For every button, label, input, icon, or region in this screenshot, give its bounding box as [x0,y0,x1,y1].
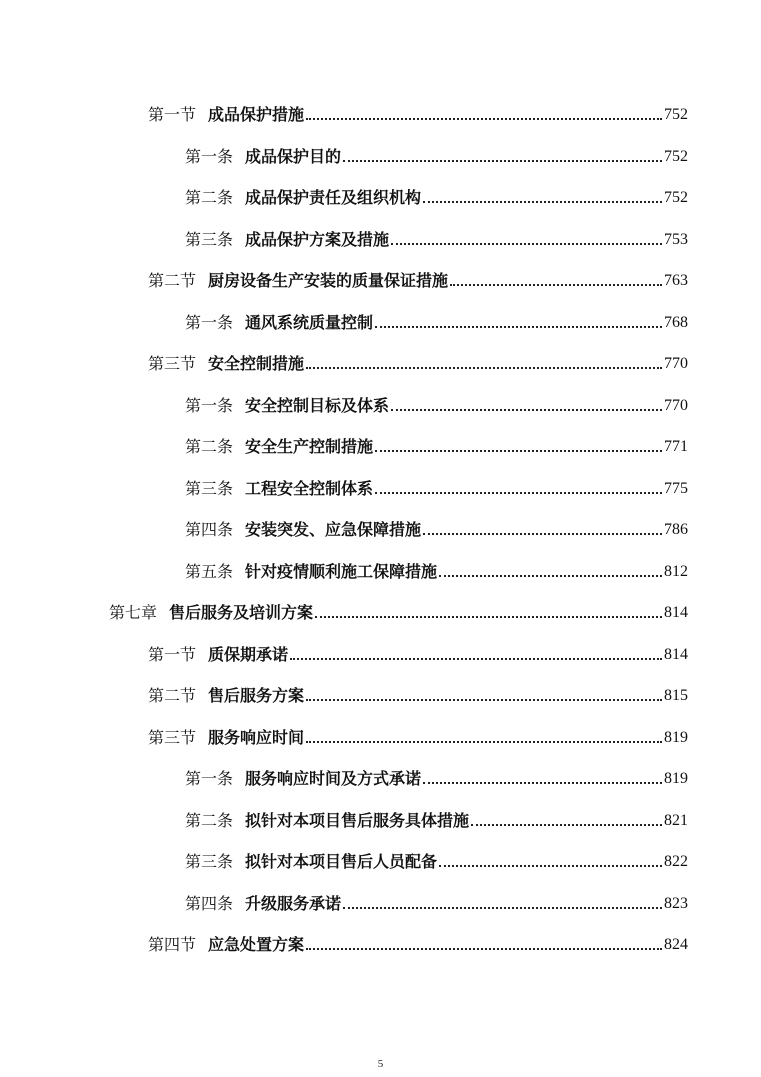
toc-entry[interactable] [109,595,688,621]
toc-entry-title: 服务响应时间 [208,728,305,747]
toc-entry-page: 819 [664,770,688,787]
toc-entry-title: 成品保护目的 [245,147,342,166]
toc-entry-title: 成品保护责任及组织机构 [245,188,422,207]
toc-entry[interactable] [185,429,688,455]
toc-entry[interactable] [148,637,688,663]
toc-entry-label: 第二条 [185,811,234,830]
toc-entry-page: 770 [664,397,688,414]
dot-leader [375,492,662,494]
dot-leader [423,533,662,535]
dot-leader [306,948,662,950]
toc-entry-label: 第二条 [185,188,234,207]
toc-entry-title: 成品保护方案及措施 [245,230,390,249]
dot-leader [471,824,662,826]
toc-entry-label: 第一节 [148,105,197,124]
toc-entry[interactable] [185,761,688,787]
toc-entry-title: 售后服务方案 [208,686,305,705]
toc-entry[interactable] [148,97,688,123]
toc-entry-title: 针对疫情顺利施工保障措施 [245,562,438,581]
toc-entry-title: 安全控制目标及体系 [245,396,390,415]
toc-entry-label: 第二节 [148,686,197,705]
toc-entry-page: 752 [664,106,688,123]
toc-entry-title: 服务响应时间及方式承诺 [245,769,422,788]
dot-leader [375,326,662,328]
toc-entry-page: 752 [664,148,688,165]
dot-leader [343,160,662,162]
toc-entry-title: 厨房设备生产安装的质量保证措施 [208,271,449,290]
toc-entry-title: 安全控制措施 [208,354,305,373]
toc-entry-page: 823 [664,895,688,912]
toc-entry-page: 822 [664,853,688,870]
toc-entry-page: 819 [664,729,688,746]
toc-entry-page: 814 [664,604,688,621]
toc-entry[interactable] [185,180,688,206]
toc-entry[interactable] [148,927,688,953]
toc-entry-label: 第一条 [185,313,234,332]
toc-entry-page: 770 [664,355,688,372]
dot-leader [391,409,662,411]
toc-entry-page: 812 [664,563,688,580]
toc-entry-label: 第四条 [185,894,234,913]
toc-entry-page: 824 [664,936,688,953]
dot-leader [423,782,662,784]
toc-entry-title: 通风系统质量控制 [245,313,374,332]
toc-entry-page: 753 [664,231,688,248]
toc-entry-page: 775 [664,480,688,497]
toc-entry[interactable] [148,720,688,746]
dot-leader [343,907,662,909]
toc-entry-page: 815 [664,687,688,704]
toc-entry-page: 786 [664,521,688,538]
toc-entry-label: 第三条 [185,230,234,249]
toc-entry-label: 第一节 [148,645,197,664]
toc-entry-label: 第四节 [148,935,197,954]
toc-entry-page: 768 [664,314,688,331]
dot-leader [290,658,662,660]
toc-entry-label: 第一条 [185,396,234,415]
dot-leader [450,284,662,286]
dot-leader [306,367,662,369]
toc-entry-page: 771 [664,438,688,455]
dot-leader [306,699,662,701]
toc-entry-label: 第二节 [148,271,197,290]
toc-entry-title: 质保期承诺 [208,645,289,664]
toc-entry[interactable] [185,803,688,829]
page-number: 5 [377,1058,384,1070]
dot-leader [375,450,662,452]
toc-entry-title: 安全生产控制措施 [245,437,374,456]
toc-entry-label: 第五条 [185,562,234,581]
toc-entry-label: 第七章 [109,603,158,622]
toc-entry-label: 第三条 [185,479,234,498]
dot-leader [391,243,662,245]
toc-entry-label: 第三节 [148,354,197,373]
toc-entry[interactable] [185,512,688,538]
toc-entry-title: 安装突发、应急保障措施 [245,520,422,539]
toc-entry-title: 售后服务及培训方案 [169,603,314,622]
toc-entry[interactable] [148,263,688,289]
toc-entry[interactable] [185,554,688,580]
toc-entry-title: 成品保护措施 [208,105,305,124]
toc-entry[interactable] [185,844,688,870]
dot-leader [315,616,662,618]
toc-entry-label: 第一条 [185,147,234,166]
toc-entry-label: 第四条 [185,520,234,539]
dot-leader [439,865,662,867]
toc-entry-page: 821 [664,812,688,829]
toc-entry-title: 拟针对本项目售后服务具体措施 [245,811,470,830]
dot-leader [439,575,662,577]
toc-entry-title: 工程安全控制体系 [245,479,374,498]
dot-leader [306,741,662,743]
toc-entry[interactable] [185,388,688,414]
toc-entry[interactable] [185,139,688,165]
toc-entry-title: 升级服务承诺 [245,894,342,913]
toc-entry-page: 814 [664,646,688,663]
toc-entry-title: 拟针对本项目售后人员配备 [245,852,438,871]
toc-entry-page: 752 [664,189,688,206]
toc-entry-page: 763 [664,272,688,289]
toc-entry[interactable] [185,222,688,248]
toc-entry[interactable] [148,678,688,704]
toc-entry-title: 应急处置方案 [208,935,305,954]
toc-entry-label: 第三条 [185,852,234,871]
toc-entry[interactable] [185,886,688,912]
toc-entry[interactable] [148,346,688,372]
toc-entry-label: 第二条 [185,437,234,456]
toc-entry-label: 第一条 [185,769,234,788]
dot-leader [423,201,662,203]
toc-entry[interactable] [185,471,688,497]
toc-entry-label: 第三节 [148,728,197,747]
dot-leader [306,118,662,120]
toc-entry[interactable] [185,305,688,331]
